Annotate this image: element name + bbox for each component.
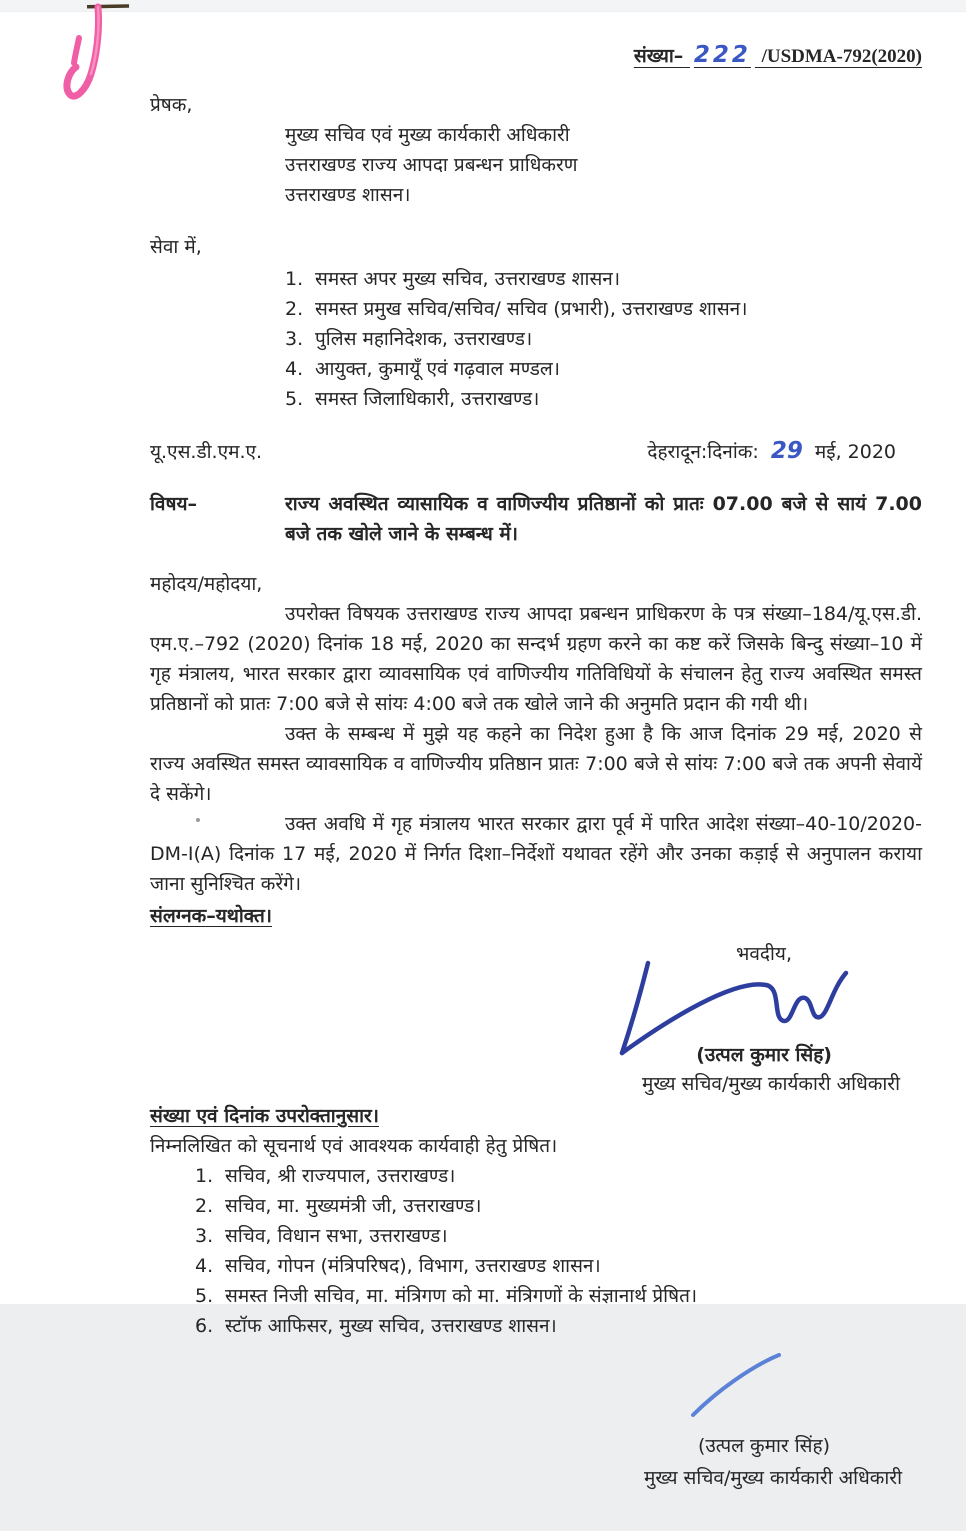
item-number: 4. xyxy=(195,1255,214,1277)
list-item xyxy=(285,264,922,294)
body-paragraph: उपरोक्त विषयक उत्तराखण्ड राज्य आपदा प्रबन्धन प्राधिकरण के पत्र संख्या–184/यू.एस.डी. एम.ए.–792 (2020) दिनांक 18 मई, 2020 का सन्दर्भ ग्रहण करने का कष्ट करें जिसके बिन्दु संख्या–10 में गृह मंत्रालय, भारत सरकार द्वारा व्यावसायिक एवं वाणिज्यीय गतिविधियों के संचालन हेतु राज्य अवस्थित समस्त प्रतिष्ठानों को प्रातः 7:00 बजे से सांयः 4:00 बजे तक खोले जाने की अनुमति प्रदान की गयी थी। xyxy=(150,603,922,715)
signatory-name: (उत्पल कुमार सिंह) xyxy=(696,1044,832,1066)
item-text: सचिव, गोपन (मंत्रिपरिषद), विभाग, उत्तराखण्ड शासन। xyxy=(225,1255,601,1277)
dateline-prefix: देहरादून:दिनांक: xyxy=(647,441,759,463)
signatory-name: (उत्पल कुमार सिंह) xyxy=(697,1435,830,1457)
scan-edge-band xyxy=(0,0,966,12)
cc-list xyxy=(195,1161,922,1341)
salutation: महोदय/महोदया, xyxy=(150,573,263,595)
item-number: 6. xyxy=(195,1315,214,1337)
item-text: समस्त जिलाधिकारी, उत्तराखण्ड। xyxy=(315,388,540,410)
item-text: पुलिस महानिदेशक, उत्तराखण्ड। xyxy=(315,328,533,350)
item-number: 1. xyxy=(195,1165,214,1187)
item-number: 2. xyxy=(195,1195,214,1217)
cc-heading: संख्या एवं दिनांक उपरोक्तानुसार। xyxy=(150,1105,379,1127)
signatory-designation: मुख्य सचिव/मुख्य कार्यकारी अधिकारी xyxy=(644,1467,902,1489)
dateline-suffix: मई, 2020 xyxy=(814,441,896,463)
reference-number xyxy=(150,40,922,72)
list-item xyxy=(195,1221,922,1251)
item-number: 5. xyxy=(285,388,304,410)
item-text: समस्त निजी सचिव, मा. मंत्रिगण को मा. मंत्रिगणों के संज्ञानार्थ प्रेषित। xyxy=(225,1285,698,1307)
list-item xyxy=(285,384,922,414)
item-number: 4. xyxy=(285,358,304,380)
second-signature-block xyxy=(150,1341,922,1531)
item-text: सचिव, श्री राज्यपाल, उत्तराखण्ड। xyxy=(225,1165,456,1187)
list-item xyxy=(195,1311,922,1341)
signatory-designation: मुख्य सचिव/मुख्य कार्यकारी अधिकारी xyxy=(642,1073,900,1095)
item-text: सचिव, विधान सभा, उत्तराखण्ड। xyxy=(225,1225,448,1247)
item-number: 1. xyxy=(285,268,304,290)
subject-row xyxy=(150,489,922,549)
list-item xyxy=(195,1251,922,1281)
subject-text: राज्य अवस्थित व्यासायिक व वाणिज्यीय प्रतिष्ठानों को प्रातः 07.00 बजे से सायं 7.00 बजे तक खोले जाने के सम्बन्ध में। xyxy=(285,493,922,545)
item-text: आयुक्त, कुमायूँ एवं गढ़वाल मण्डल। xyxy=(315,358,561,380)
ref-label: संख्या– xyxy=(633,45,684,67)
sender-line: मुख्य सचिव एवं मुख्य कार्यकारी अधिकारी xyxy=(285,124,570,146)
body-paragraph: उक्त अवधि में गृह मंत्रालय भारत सरकार द्वारा पूर्व में पारित आदेश संख्या–40-10/2020-DM-I(A) दिनांक 17 मई, 2020 में निर्गत दिशा–निर्देशों यथावत रहेंगे और उनका कड़ाई से अनुपालन कराया जाना सुनिश्चित करेंगे। xyxy=(150,813,922,895)
list-item xyxy=(195,1281,922,1311)
item-text: सचिव, मा. मुख्यमंत्री जी, उत्तराखण्ड। xyxy=(225,1195,482,1217)
enclosure-note: संलग्नक–यथोक्त। xyxy=(150,905,272,927)
ref-suffix: /USDMA-792(2020) xyxy=(761,46,922,67)
sender-line: उत्तराखण्ड शासन। xyxy=(285,184,411,206)
body-paragraph: उक्त के सम्बन्ध में मुझे यह कहने का निदेश हुआ है कि आज दिनांक 29 मई, 2020 से राज्य अवस्थित समस्त व्यावसायिक व वाणिज्यीय प्रतिष्ठान प्रातः 7:00 बजे से सांयः 7:00 बजे तक अपनी सेवायें दे सकेंगे। xyxy=(150,723,922,805)
dateline-row xyxy=(150,436,922,467)
item-number: 5. xyxy=(195,1285,214,1307)
item-number: 3. xyxy=(285,328,304,350)
item-text: समस्त प्रमुख सचिव/सचिव/ सचिव (प्रभारी), उत्तराखण्ड शासन। xyxy=(315,298,748,320)
list-item xyxy=(195,1161,922,1191)
ref-handwritten-number: 222 xyxy=(693,42,751,68)
signature-stroke xyxy=(687,1351,787,1421)
list-item xyxy=(195,1191,922,1221)
list-item xyxy=(285,324,922,354)
item-number: 3. xyxy=(195,1225,214,1247)
item-text: समस्त अपर मुख्य सचिव, उत्तराखण्ड शासन। xyxy=(315,268,621,290)
org-abbreviation: यू.एस.डी.एम.ए. xyxy=(150,441,263,463)
list-item xyxy=(285,354,922,384)
recipient-list xyxy=(285,264,922,414)
item-number: 2. xyxy=(285,298,304,320)
list-item xyxy=(285,294,922,324)
cc-intro: निम्नलिखित को सूचनार्थ एवं आवश्यक कार्यवाही हेतु प्रेषित। xyxy=(150,1135,558,1157)
recipients-label: सेवा में, xyxy=(150,236,202,258)
item-text: स्टॉफ आफिसर, मुख्य सचिव, उत्तराखण्ड शासन। xyxy=(225,1315,557,1337)
sender-address xyxy=(285,120,922,210)
handwritten-day: 29 xyxy=(770,438,803,464)
sender-line: उत्तराखण्ड राज्य आपदा प्रबन्धन प्राधिकरण xyxy=(285,154,578,176)
sender-label: प्रेषक, xyxy=(150,94,193,116)
closing-word: भवदीय, xyxy=(736,943,792,965)
subject-label: विषय– xyxy=(150,493,197,515)
signature-block xyxy=(150,939,922,1095)
paperclip-icon xyxy=(62,0,132,110)
dateline xyxy=(647,436,922,467)
